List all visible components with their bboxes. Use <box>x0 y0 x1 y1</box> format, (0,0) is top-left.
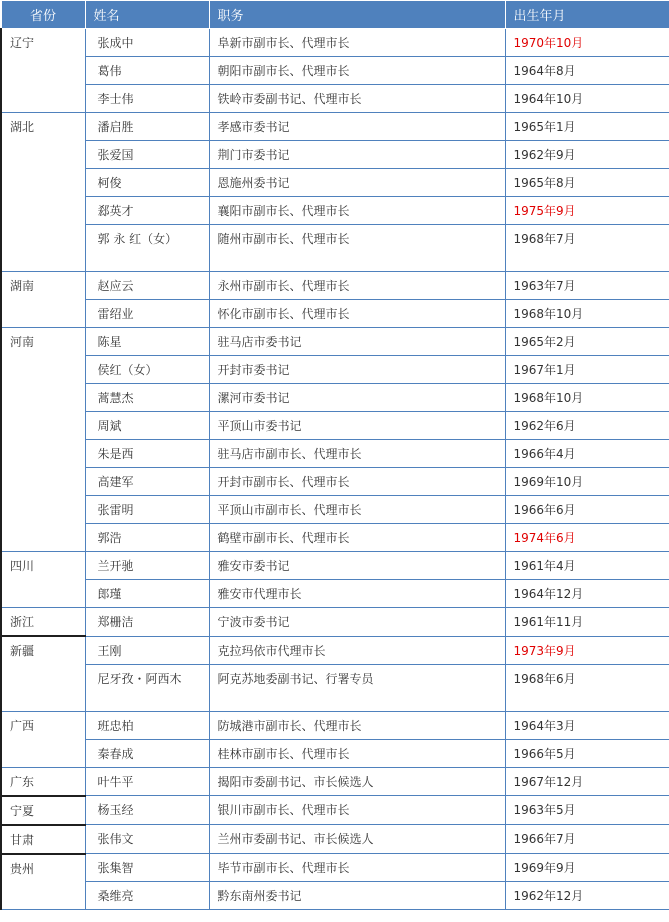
birth-cell: 1969年9月 <box>505 854 669 882</box>
table-row <box>1 468 669 496</box>
table-row <box>1 882 669 910</box>
birth-cell: 1969年10月 <box>505 468 669 496</box>
name-cell: 郑栅洁 <box>85 608 209 637</box>
name-cell: 张伟文 <box>85 825 209 854</box>
name-cell: 张爱国 <box>85 141 209 169</box>
birth-cell: 1966年7月 <box>505 825 669 854</box>
position-cell: 荆门市委书记 <box>209 141 505 169</box>
position-cell: 克拉玛依市代理市长 <box>209 636 505 664</box>
birth-cell: 1963年5月 <box>505 796 669 825</box>
table-row <box>1 854 669 882</box>
name-cell: 张成中 <box>85 29 209 57</box>
table-row <box>1 225 669 272</box>
birth-cell: 1975年9月 <box>505 197 669 225</box>
position-cell: 阿克苏地委副书记、行署专员 <box>209 664 505 711</box>
header-name: 姓名 <box>85 1 209 29</box>
name-cell: 张雷明 <box>85 496 209 524</box>
position-cell: 黔东南州委书记 <box>209 882 505 910</box>
name-cell: 侯红（女） <box>85 356 209 384</box>
birth-cell: 1962年9月 <box>505 141 669 169</box>
birth-cell: 1962年6月 <box>505 412 669 440</box>
birth-cell: 1964年12月 <box>505 580 669 608</box>
table-row <box>1 552 669 580</box>
name-cell: 陈星 <box>85 328 209 356</box>
position-cell: 开封市副市长、代理市长 <box>209 468 505 496</box>
position-cell: 鹤壁市副市长、代理市长 <box>209 524 505 552</box>
table-row <box>1 300 669 328</box>
header-position: 职务 <box>209 1 505 29</box>
table-row <box>1 197 669 225</box>
header-birth: 出生年月 <box>505 1 669 29</box>
name-cell: 雷绍业 <box>85 300 209 328</box>
position-cell: 揭阳市委副书记、市长候选人 <box>209 767 505 796</box>
province-cell: 甘肃 <box>1 825 85 854</box>
name-cell: 王刚 <box>85 636 209 664</box>
birth-cell: 1973年9月 <box>505 636 669 664</box>
name-cell: 高建军 <box>85 468 209 496</box>
table-row <box>1 169 669 197</box>
birth-cell: 1964年3月 <box>505 711 669 739</box>
name-cell: 尼牙孜・阿西木 <box>85 664 209 711</box>
position-cell: 孝感市委书记 <box>209 113 505 141</box>
birth-cell: 1968年10月 <box>505 300 669 328</box>
position-cell: 襄阳市副市长、代理市长 <box>209 197 505 225</box>
name-cell: 桑维亮 <box>85 882 209 910</box>
birth-cell: 1966年5月 <box>505 739 669 767</box>
name-cell: 郄英才 <box>85 197 209 225</box>
table-row <box>1 608 669 637</box>
province-cell: 贵州 <box>1 854 85 910</box>
province-cell: 浙江 <box>1 608 85 637</box>
table-body <box>1 29 669 910</box>
position-cell: 朝阳市副市长、代理市长 <box>209 57 505 85</box>
table-row <box>1 440 669 468</box>
birth-cell: 1961年11月 <box>505 608 669 637</box>
table-row <box>1 711 669 739</box>
birth-cell: 1965年2月 <box>505 328 669 356</box>
table-row <box>1 85 669 113</box>
table-row <box>1 767 669 796</box>
province-cell: 辽宁 <box>1 29 85 113</box>
name-cell: 郭浩 <box>85 524 209 552</box>
table-row <box>1 272 669 300</box>
table-row <box>1 825 669 854</box>
name-cell: 柯俊 <box>85 169 209 197</box>
position-cell: 阜新市副市长、代理市长 <box>209 29 505 57</box>
header-province: 省份 <box>1 1 85 29</box>
table-row <box>1 524 669 552</box>
position-cell: 防城港市副市长、代理市长 <box>209 711 505 739</box>
table-row <box>1 412 669 440</box>
birth-cell: 1966年4月 <box>505 440 669 468</box>
position-cell: 平顶山市副市长、代理市长 <box>209 496 505 524</box>
position-cell: 驻马店市委书记 <box>209 328 505 356</box>
position-cell: 开封市委书记 <box>209 356 505 384</box>
table-row <box>1 496 669 524</box>
birth-cell: 1962年12月 <box>505 882 669 910</box>
name-cell: 潘启胜 <box>85 113 209 141</box>
name-cell: 葛伟 <box>85 57 209 85</box>
birth-cell: 1968年10月 <box>505 384 669 412</box>
position-cell: 永州市副市长、代理市长 <box>209 272 505 300</box>
province-cell: 新疆 <box>1 636 85 711</box>
name-cell: 蒿慧杰 <box>85 384 209 412</box>
name-cell: 郎瑾 <box>85 580 209 608</box>
name-cell: 杨玉经 <box>85 796 209 825</box>
position-cell: 桂林市副市长、代理市长 <box>209 739 505 767</box>
name-cell: 李士伟 <box>85 85 209 113</box>
name-cell: 班忠柏 <box>85 711 209 739</box>
position-cell: 漯河市委书记 <box>209 384 505 412</box>
province-cell: 湖北 <box>1 113 85 272</box>
position-cell: 平顶山市委书记 <box>209 412 505 440</box>
birth-cell: 1965年1月 <box>505 113 669 141</box>
table-row <box>1 141 669 169</box>
province-cell: 广西 <box>1 711 85 767</box>
province-cell: 湖南 <box>1 272 85 328</box>
table-row <box>1 580 669 608</box>
position-cell: 兰州市委副书记、市长候选人 <box>209 825 505 854</box>
birth-cell: 1967年1月 <box>505 356 669 384</box>
table-row <box>1 356 669 384</box>
birth-cell: 1964年10月 <box>505 85 669 113</box>
name-cell: 赵应云 <box>85 272 209 300</box>
position-cell: 恩施州委书记 <box>209 169 505 197</box>
table-row <box>1 636 669 664</box>
name-cell: 张集智 <box>85 854 209 882</box>
table-row <box>1 113 669 141</box>
birth-cell: 1968年7月 <box>505 225 669 272</box>
birth-cell: 1974年6月 <box>505 524 669 552</box>
position-cell: 雅安市委书记 <box>209 552 505 580</box>
name-cell: 兰开驰 <box>85 552 209 580</box>
table-row <box>1 328 669 356</box>
name-cell: 郭 永 红（女） <box>85 225 209 272</box>
position-cell: 银川市副市长、代理市长 <box>209 796 505 825</box>
table-row <box>1 57 669 85</box>
position-cell: 随州市副市长、代理市长 <box>209 225 505 272</box>
position-cell: 铁岭市委副书记、代理市长 <box>209 85 505 113</box>
table-row <box>1 664 669 711</box>
table-row <box>1 384 669 412</box>
province-cell: 宁夏 <box>1 796 85 825</box>
birth-cell: 1970年10月 <box>505 29 669 57</box>
position-cell: 雅安市代理市长 <box>209 580 505 608</box>
birth-cell: 1961年4月 <box>505 552 669 580</box>
position-cell: 怀化市副市长、代理市长 <box>209 300 505 328</box>
province-cell: 广东 <box>1 767 85 796</box>
province-cell: 河南 <box>1 328 85 552</box>
birth-cell: 1968年6月 <box>505 664 669 711</box>
birth-cell: 1965年8月 <box>505 169 669 197</box>
name-cell: 朱是西 <box>85 440 209 468</box>
name-cell: 秦春成 <box>85 739 209 767</box>
position-cell: 毕节市副市长、代理市长 <box>209 854 505 882</box>
position-cell: 宁波市委书记 <box>209 608 505 637</box>
birth-cell: 1966年6月 <box>505 496 669 524</box>
table-row <box>1 739 669 767</box>
header-row <box>1 1 669 29</box>
birth-cell: 1963年7月 <box>505 272 669 300</box>
position-cell: 驻马店市副市长、代理市长 <box>209 440 505 468</box>
table-row <box>1 796 669 825</box>
table-row <box>1 29 669 57</box>
name-cell: 周斌 <box>85 412 209 440</box>
birth-cell: 1964年8月 <box>505 57 669 85</box>
province-cell: 四川 <box>1 552 85 608</box>
name-cell: 叶牛平 <box>85 767 209 796</box>
birth-cell: 1967年12月 <box>505 767 669 796</box>
